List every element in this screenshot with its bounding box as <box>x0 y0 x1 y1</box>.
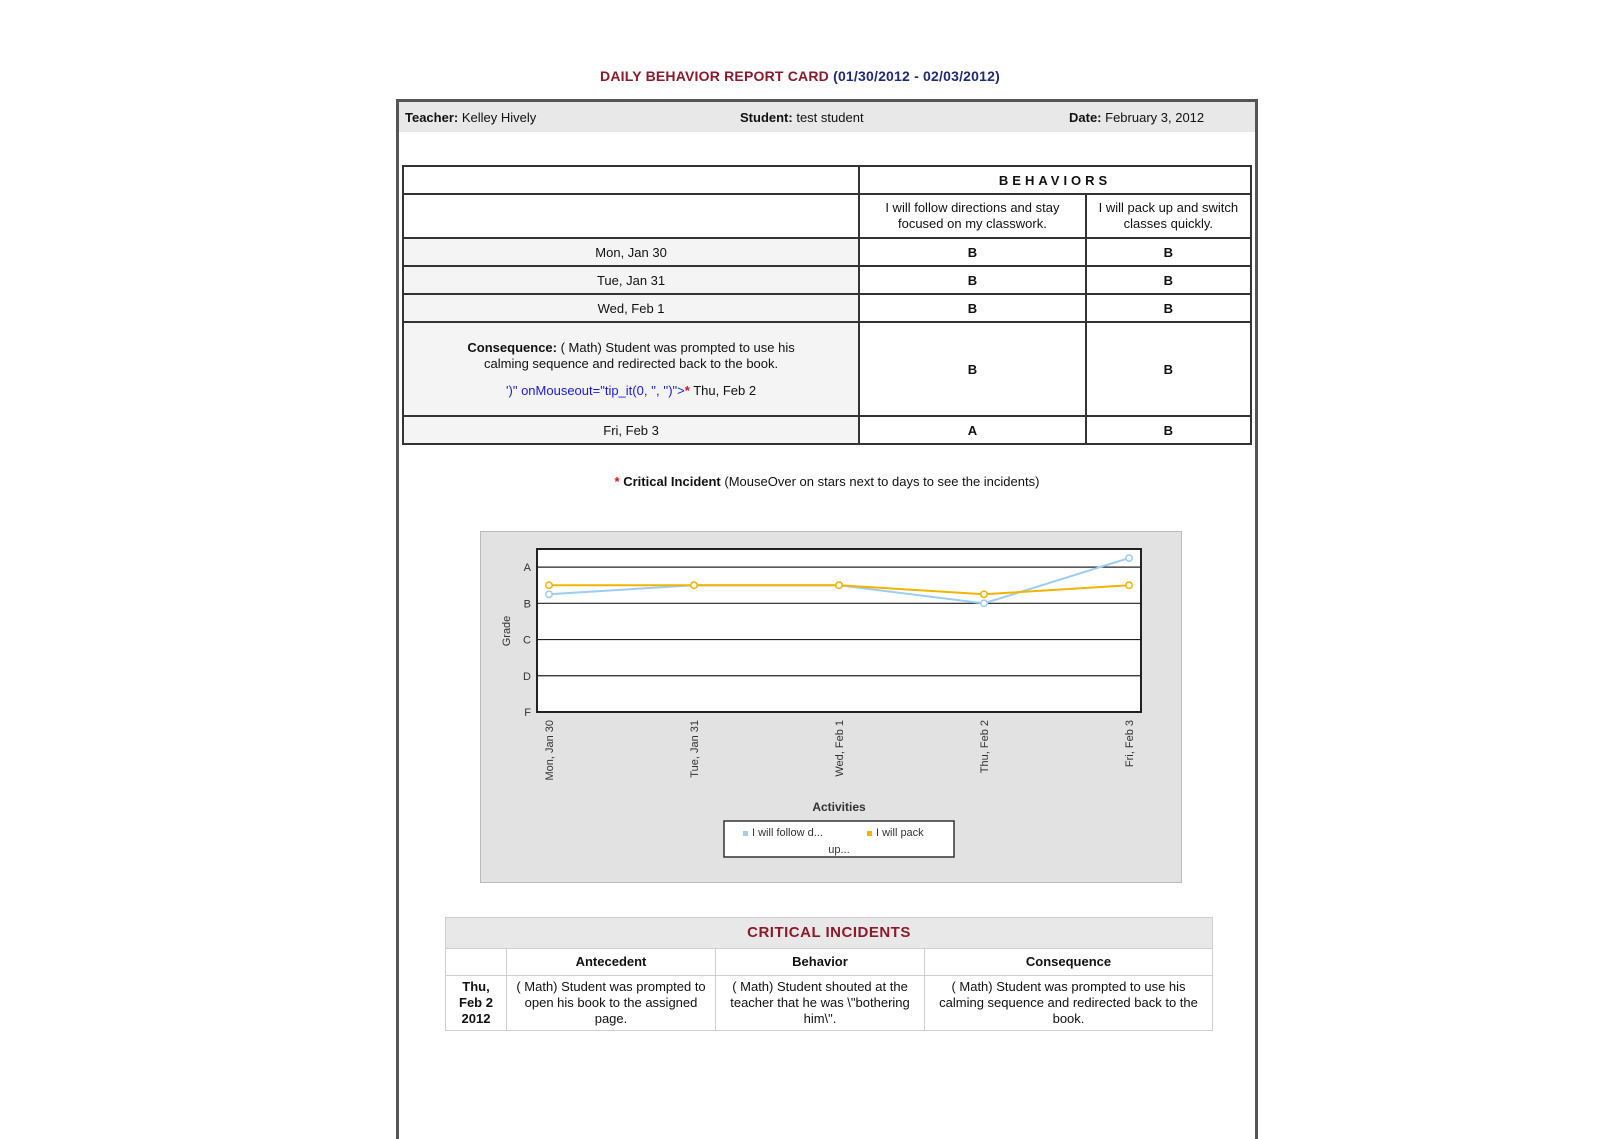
incident-consequence: ( Math) Student was prompted to use his calming sequence and redirected back to the book. <box>925 976 1213 1031</box>
note-text: (MouseOver on stars next to days to see the incidents) <box>724 474 1040 489</box>
incident-behavior: ( Math) Student shouted at the teacher that he was \"bothering him\". <box>716 976 925 1031</box>
behavior-column-1: I will follow directions and stay focused on my classwork. <box>859 194 1086 238</box>
antecedent-header: Antecedent <box>507 949 716 976</box>
table-row <box>403 294 1251 322</box>
data-point <box>1126 555 1132 561</box>
day-text: Thu, Feb 2 <box>693 382 757 398</box>
y-tick-label: B <box>523 598 531 611</box>
x-tick-label: Fri, Feb 3 <box>1124 720 1136 768</box>
behaviors-table <box>402 165 1252 445</box>
grade-cell: A <box>859 416 1086 444</box>
report-date-range: (01/30/2012 - 02/03/2012) <box>833 68 1000 84</box>
grade-chart <box>480 531 1182 883</box>
incident-star-icon[interactable]: * <box>684 382 690 398</box>
report-title <box>0 68 1600 84</box>
plot-area <box>537 549 1141 712</box>
grade-cell: B <box>1086 416 1251 444</box>
grade-cell: B <box>1086 294 1251 322</box>
grade-cell: B <box>859 266 1086 294</box>
critical-incidents-section <box>445 917 1213 1031</box>
legend-label-cont: up... <box>828 844 850 856</box>
y-tick-label: D <box>523 670 531 683</box>
consequence-header: Consequence <box>925 949 1213 976</box>
critical-incident-note <box>399 474 1255 489</box>
note-label: Critical Incident <box>623 474 721 489</box>
grade-cell: B <box>1086 266 1251 294</box>
x-tick-label: Mon, Jan 30 <box>544 720 556 781</box>
report-title-text: DAILY BEHAVIOR REPORT CARD <box>600 68 829 84</box>
incident-antecedent: ( Math) Student was prompted to open his book to the assigned page. <box>507 976 716 1031</box>
star-icon: * <box>614 474 620 489</box>
legend-label: I will pack <box>876 827 924 839</box>
grade-cell: B <box>859 294 1086 322</box>
table-row <box>403 322 1251 416</box>
info-bar <box>399 102 1255 132</box>
legend-swatch <box>867 831 872 836</box>
day-label: Wed, Feb 1 <box>403 294 859 322</box>
data-point <box>1126 582 1132 588</box>
legend-swatch <box>743 831 748 836</box>
legend-label: I will follow d... <box>752 827 823 839</box>
teacher-info: Teacher: Kelley Hively <box>405 110 537 125</box>
data-point <box>691 582 697 588</box>
critical-incidents-table <box>445 917 1213 1031</box>
table-row <box>403 266 1251 294</box>
day-label-with-incident <box>403 322 859 416</box>
table-row <box>403 238 1251 266</box>
y-tick-label: C <box>523 634 531 647</box>
day-label: Tue, Jan 31 <box>403 266 859 294</box>
grade-cell: B <box>859 322 1086 416</box>
data-point <box>546 591 552 597</box>
critical-incidents-title: CRITICAL INCIDENTS <box>446 918 1213 949</box>
data-point <box>836 582 842 588</box>
incident-day: Thu, Feb 2 2012 <box>446 976 507 1031</box>
behavior-header: Behavior <box>716 949 925 976</box>
table-row <box>403 416 1251 444</box>
day-label: Fri, Feb 3 <box>403 416 859 444</box>
behaviors-heading: BEHAVIORS <box>859 166 1251 194</box>
y-tick-label: F <box>524 707 531 719</box>
student-info: Student: test student <box>740 110 864 125</box>
x-tick-label: Thu, Feb 2 <box>979 720 991 774</box>
blank-header-cell <box>403 166 859 194</box>
consequence-note: Consequence: ( Math) Student was prompted to use his calming sequence and redirected back to the book. <box>467 339 795 371</box>
x-tick-label: Wed, Feb 1 <box>834 720 846 777</box>
raw-code-text: ')" onMouseout="tip_it(0, '', '')"> <box>506 382 685 398</box>
y-tick-label: A <box>523 562 531 575</box>
blank-subheader-cell <box>403 194 859 238</box>
report-frame <box>396 99 1258 1139</box>
grade-cell: B <box>1086 322 1251 416</box>
date-info: Date: February 3, 2012 <box>1069 110 1205 125</box>
data-point <box>981 600 987 606</box>
table-row <box>446 976 1213 1031</box>
x-axis-label: Activities <box>812 800 866 814</box>
chart-svg <box>481 532 1181 882</box>
y-axis-label: Grade <box>501 615 513 647</box>
incident-day-link[interactable] <box>408 383 854 399</box>
x-tick-label: Tue, Jan 31 <box>689 720 701 778</box>
grade-cell: B <box>859 238 1086 266</box>
day-label: Mon, Jan 30 <box>403 238 859 266</box>
behavior-column-2: I will pack up and switch classes quickly. <box>1086 194 1251 238</box>
blank-col-header <box>446 949 507 976</box>
grade-cell: B <box>1086 238 1251 266</box>
data-point <box>546 582 552 588</box>
data-point <box>981 591 987 597</box>
